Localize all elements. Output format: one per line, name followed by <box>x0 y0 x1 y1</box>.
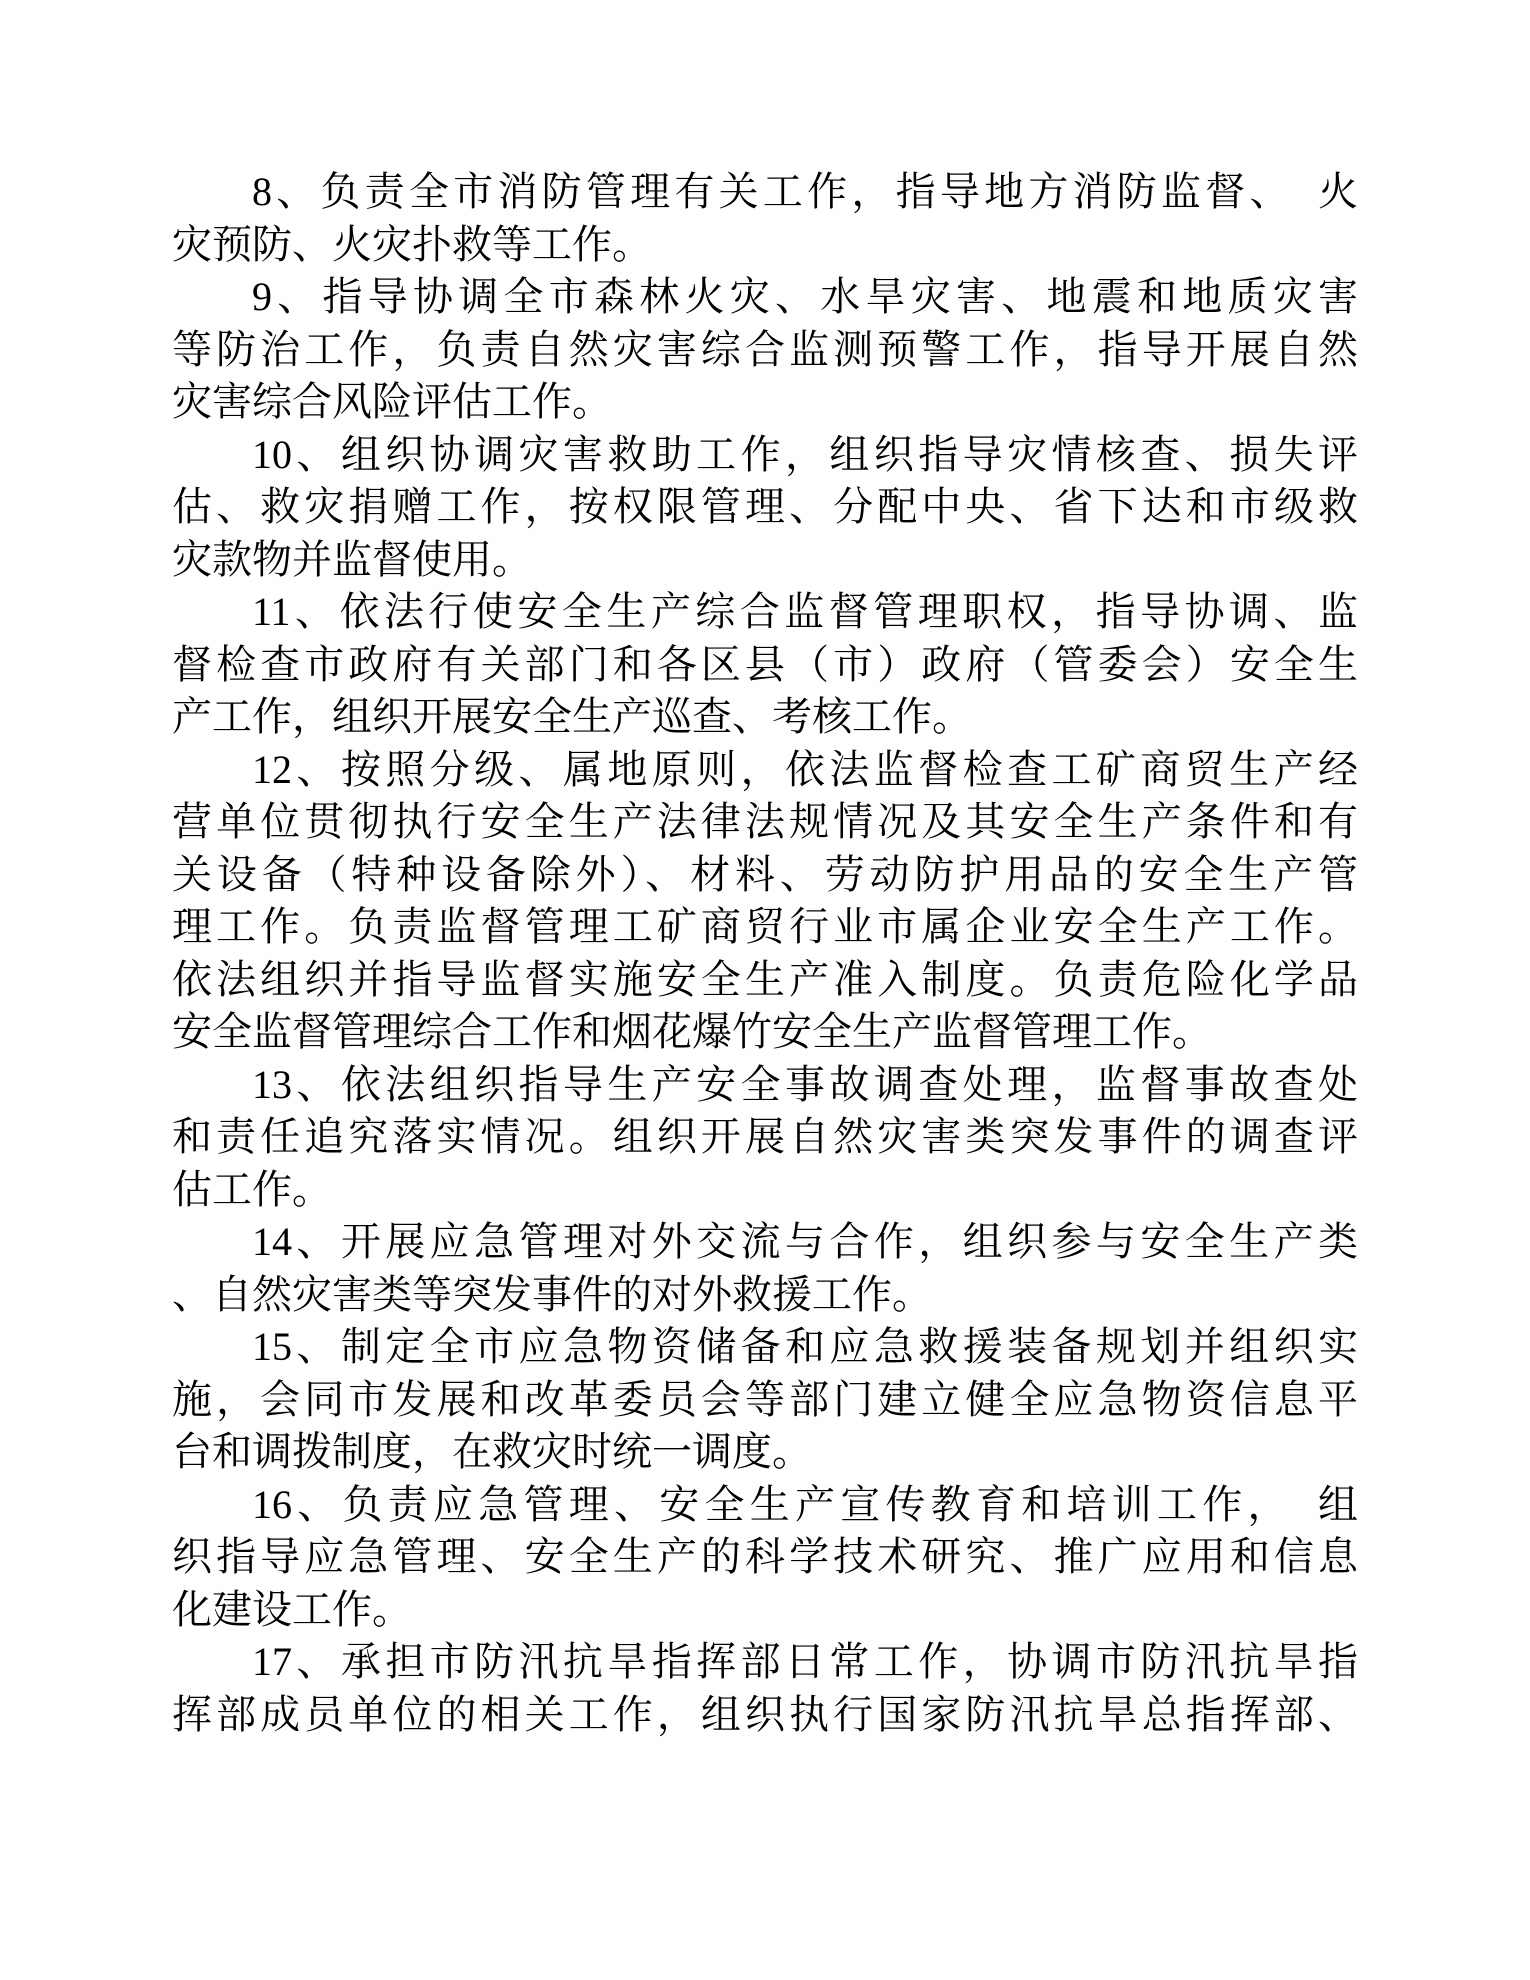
text-line: 13、依法组织指导生产安全事故调查处理，监督事故查处 <box>252 1061 1358 1107</box>
paragraph-item-12 <box>172 744 1358 1059</box>
text-line: 等防治工作，负责自然灾害综合监测预警工作，指导开展自然 <box>172 326 1358 372</box>
text-line: 督检查市政府有关部门和各区县（市）政府（管委会）安全生 <box>172 641 1358 687</box>
text-line: 17、承担市防汛抗旱指挥部日常工作，协调市防汛抗旱指 <box>252 1639 1358 1684</box>
text-line: 施，会同市发展和改革委员会等部门建立健全应急物资信息平 <box>172 1376 1358 1422</box>
text-line: 化建设工作。 <box>172 1586 412 1632</box>
paragraph-item-11 <box>172 586 1358 744</box>
text-line: 依法组织并指导监督实施安全生产准入制度。负责危险化学品 <box>172 956 1358 1002</box>
paragraph-item-17 <box>172 1636 1358 1741</box>
text-line: 8、负责全市消防管理有关工作，指导地方消防监督、 火 <box>252 169 1358 214</box>
paragraph-item-10 <box>172 429 1358 587</box>
text-line: 灾预防、火灾扑救等工作。 <box>172 221 652 267</box>
document-text-block <box>172 166 1358 1741</box>
text-line: 15、制定全市应急物资储备和应急救援装备规划并组织实 <box>252 1324 1358 1369</box>
text-line: 灾害综合风险评估工作。 <box>172 379 612 424</box>
text-line: 10、组织协调灾害救助工作，组织指导灾情核查、损失评 <box>252 431 1358 477</box>
text-line: 营单位贯彻执行安全生产法律法规情况及其安全生产条件和有 <box>172 799 1358 844</box>
text-line: 挥部成员单位的相关工作，组织执行国家防汛抗旱总指挥部、 <box>172 1691 1358 1737</box>
text-line: 16、负责应急管理、安全生产宣传教育和培训工作， 组 <box>252 1481 1358 1527</box>
text-line: 9、指导协调全市森林火灾、水旱灾害、地震和地质灾害 <box>252 274 1358 319</box>
text-line: 估、救灾捐赠工作，按权限管理、分配中央、省下达和市级救 <box>172 484 1358 529</box>
text-line: 11、依法行使安全生产综合监督管理职权，指导协调、监 <box>252 589 1358 634</box>
text-line: 12、按照分级、属地原则，依法监督检查工矿商贸生产经 <box>252 746 1358 792</box>
text-line: 和责任追究落实情况。组织开展自然灾害类突发事件的调查评 <box>172 1114 1358 1159</box>
text-line: 、自然灾害类等突发事件的对外救援工作。 <box>172 1271 932 1317</box>
paragraph-item-13 <box>172 1059 1358 1217</box>
paragraph-item-15 <box>172 1321 1358 1479</box>
paragraph-item-16 <box>172 1479 1358 1637</box>
paragraph-item-9 <box>172 271 1358 429</box>
text-line: 安全监督管理综合工作和烟花爆竹安全生产监督管理工作。 <box>172 1009 1212 1054</box>
text-line: 理工作。负责监督管理工矿商贸行业市属企业安全生产工作。 <box>172 904 1358 949</box>
text-line: 台和调拨制度，在救灾时统一调度。 <box>172 1429 812 1474</box>
paragraph-item-14 <box>172 1216 1358 1321</box>
text-line: 灾款物并监督使用。 <box>172 536 532 582</box>
text-line: 产工作，组织开展安全生产巡查、考核工作。 <box>172 694 972 739</box>
text-line: 14、开展应急管理对外交流与合作，组织参与安全生产类 <box>252 1219 1358 1264</box>
paragraph-item-8 <box>172 166 1358 271</box>
text-line: 关设备（特种设备除外）、材料、劳动防护用品的安全生产管 <box>172 851 1358 897</box>
text-line: 织指导应急管理、安全生产的科学技术研究、推广应用和信息 <box>172 1534 1358 1579</box>
text-line: 估工作。 <box>172 1166 332 1212</box>
